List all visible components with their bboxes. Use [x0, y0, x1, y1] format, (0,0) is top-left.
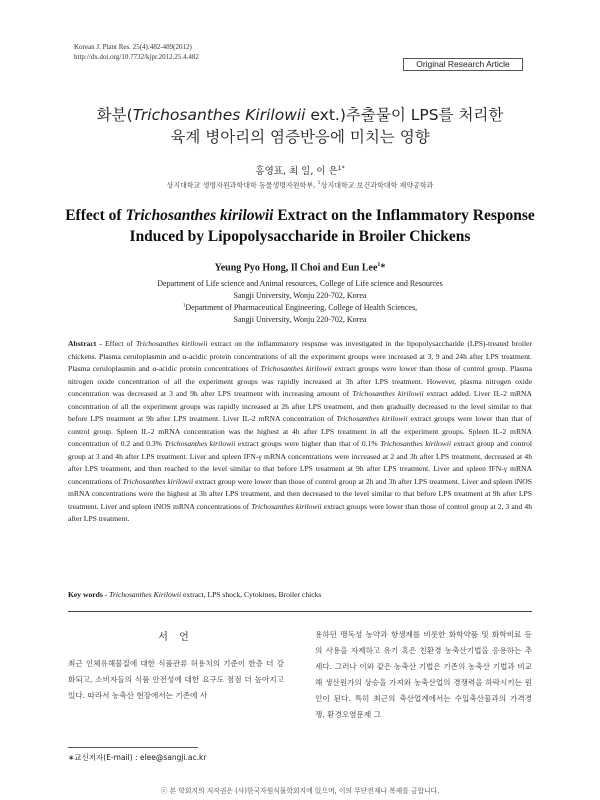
intro-left-column: 최근 인체유해물질에 대한 식품관류 허용치의 기준이 한층 더 강화되고, 소비자들의 식품 안전성에 대한 요구도 점점 더 높아지고 있다. 따라서 농축산 현장에서는 기존에 사: [68, 659, 284, 700]
korean-title-text: ext.)추출물이 LPS를 처리한: [305, 106, 504, 124]
journal-citation: [74, 43, 199, 62]
korean-affiliation-sup: 1: [317, 180, 321, 186]
keywords-text: - Trichosanthes Kirilowii extract, LPS shock, Cytokines, Broiler chicks: [102, 590, 322, 599]
english-authors-star: *: [380, 262, 386, 274]
journal-line-1: Korean J. Plant Res. 25(4):482-489(2012): [74, 43, 192, 51]
english-title-text: Extract on the Inflammatory Response: [273, 207, 535, 224]
copyright-footer: ⓒ 본 학회지의 저작권은 (사)한국자원식물학회지에 있으며, 이의 무단전재나 복제를 금합니다.: [160, 787, 440, 795]
korean-authors-names: 홍영표, 최 일, 이 은: [255, 166, 338, 177]
footnote-divider: [68, 747, 198, 748]
korean-affiliation: [0, 180, 600, 190]
english-affiliation-3-text: Department of Pharmaceutical Engineering, College of Health Sciences,: [185, 303, 418, 312]
english-title-text: Effect of: [65, 207, 126, 224]
english-affiliation-2: Sangji University, Wonju 220-702, Korea: [233, 291, 367, 300]
korean-authors: [0, 163, 600, 177]
english-authors: [0, 262, 600, 273]
korean-affiliation-b: 상지대학교 보건과학대학 제약공학과: [320, 181, 434, 190]
article-type-badge: Original Research Article: [403, 58, 523, 71]
english-affiliation-3: [0, 303, 600, 312]
english-title-line-2: Induced by Lipopolysaccharide in Broiler Chickens: [129, 228, 471, 245]
english-authors-sup: 1: [377, 262, 381, 268]
abstract-text: - Effect of Trichosanthes kirilowii extract on the inflammatory respsnse was investigated in the lipopolysaccharide (LPS)-treated broiler chickens. Plasma ceruloplasmin and α-acidic protein concentrations of all the experiment groups were increased at 3, 9 and 24h after LPS treatment. Plasma ceruloplasmin and α-acidic protein concentrations of Trichosanthes kirilowii extract groups were lower than those of control group. Plasma nitrogen oxide concentration of all the experiment groups was rapidly increased at 3h after LPS treatment. However, plasma nitrogen oxide concentration was decreased at 3 and 9h after LPS treatment with increasing amount of Trichosanthes kirilowii extract added. Liver IL-2 mRNA concentration of all the experiment groups was rapidly increased at 2h after LPS treatment, and then gradually decreased to the level similar to that before LPS treatment at 9h after LPS treatment. Liver IL-2 mRNA concentration of Trichosanthes kirilowii extract groups were lower than that of control group. Spleen IL-2 mRNA concentration was the highest at 4h after LPS treatment in all the experiment groups. Spleen IL-2 mRNA concentration of 0.2 and 0.3% Trichosanthes kirilowii extract groups were higher than that of 0.1% Trichosanthes kirilowii extract group and control group at 3 and 4h after LPS treatment. Liver and spleen IFN-γ mRNA concentrations were increased at 2 and 3h after LPS treatment, decreased at 4h after LPS treatment, and then reached to the level similar to that before LPS treatment at 9h after LPS treatment. Liver and spleen IFN-γ mRNA concentrations of Trichosanthes kirilowii extract group were lower than those of control group at 2h and 3h after LPS treatment. Liver and spleen iNOS mRNA concentrations were the highest at 3h after LPS treatment, and then decreased to the level similar to that before LPS treatment at 9h after LPS treatment. Liver and spleen iNOS mRNA concentrations of Trichosanthes kirilowii extract groups were lower than those of control group at 2, 3 and 4h after LPS treatment.: [68, 339, 533, 523]
abstract-label: Abstract: [68, 339, 97, 348]
korean-authors-sup: 1*: [337, 164, 345, 172]
korean-title-line-2: 육계 병아리의 염증반응에 미치는 영향: [170, 128, 430, 146]
english-authors-names: Yeung Pyo Hong, Il Choi and Eun Lee: [214, 262, 378, 274]
english-title-species: Trichosanthes kirilowii: [125, 207, 274, 224]
korean-affiliation-a: 상지대학교 생명자원과학대학 동물생명자원학부,: [166, 181, 318, 190]
keywords: [68, 590, 321, 599]
korean-title-line-1: [60, 103, 540, 125]
english-affiliation-sup: 1: [182, 303, 186, 309]
intro-heading: 서 언: [158, 632, 193, 643]
section-divider: [68, 611, 532, 612]
english-title-line-1: [40, 207, 560, 225]
english-affiliation-4: Sangji University, Wonju 220-702, Korea: [233, 315, 367, 324]
english-affiliation-1: Department of Life science and Animal resources, College of Life science and Resources: [157, 279, 443, 288]
abstract: [68, 338, 532, 526]
keywords-label: Key words: [68, 590, 103, 599]
korean-title-text: 화분(: [96, 106, 133, 124]
intro-right-column: 용하던 맹독성 농약과 항생제를 비롯한 화학약품 및 화학비료 등의 사용을 자제하고 유기 혹은 친환경 농축산기법을 응용하는 추세다. 그러나 이와 같은 농축산 기법은 기존의 농축산 기법과 비교해 생산원가의 상승을 가져와 농축산업의 경쟁력을 하락시키는 원인이 된다. 특히 최근의 축산업계에서는 수입축산물과의 가격경쟁, 환경오염문제 그: [315, 630, 532, 719]
corresponding-author-footnote: ∗교신저자(E-mail) : elee@sangji.ac.kr: [68, 753, 207, 762]
korean-title-species: Trichosanthes Kirilowii: [132, 106, 306, 124]
doi-link[interactable]: http://dx.doi.org/10.7732/kjpr.2012.25.4.482: [74, 52, 199, 61]
